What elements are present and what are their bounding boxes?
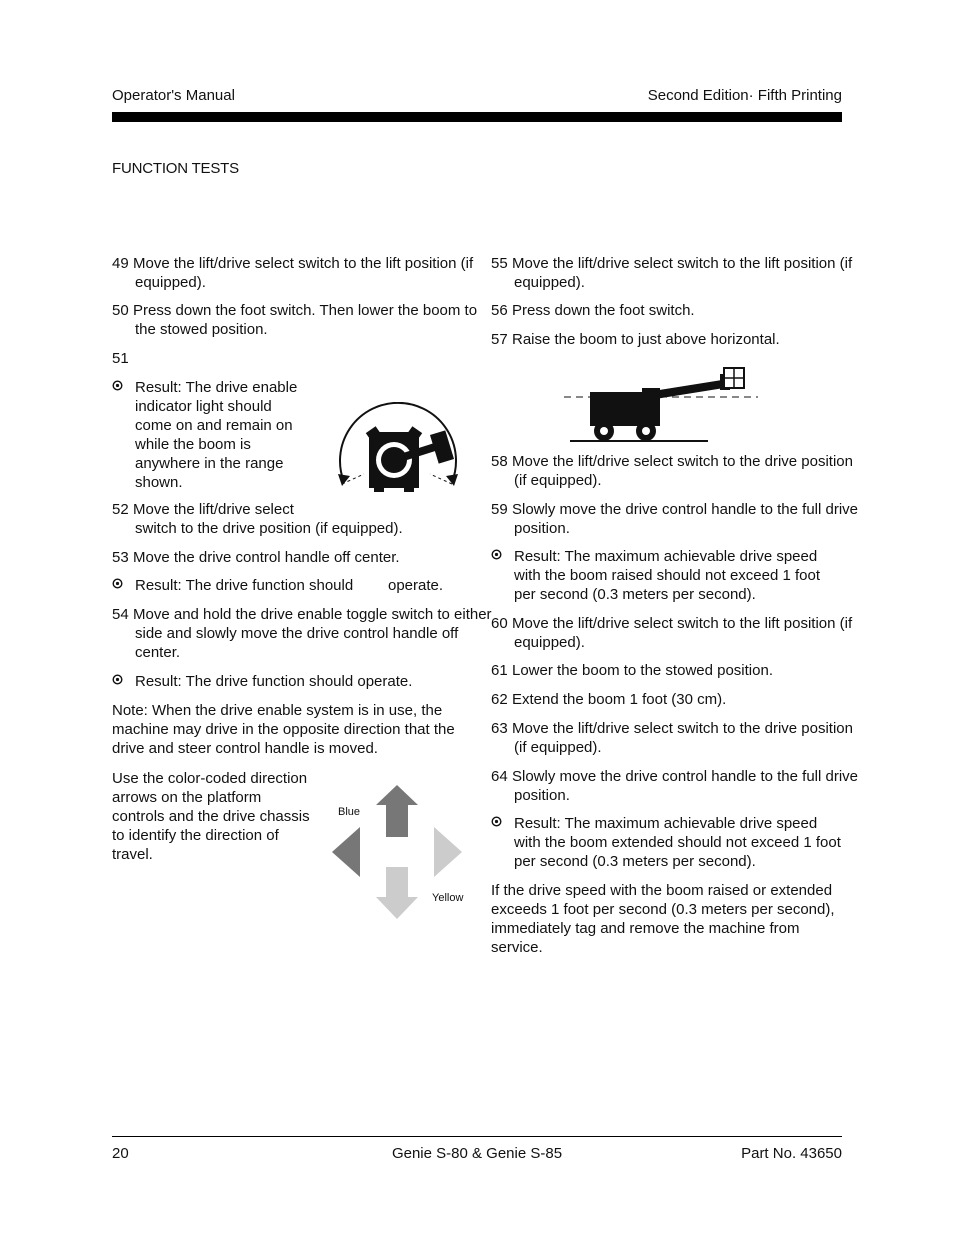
- boom-horizontal-illustration: [562, 362, 762, 446]
- step-text: Move the lift/drive select switch to the lift position (if equipped).: [512, 615, 853, 651]
- arrows-description: Use the color-coded direction arrows on the platform controls and the drive chassis to identify the direction of travel.: [112, 770, 310, 863]
- footer-title: Genie S-80 & Genie S-85: [391, 1145, 563, 1162]
- note: Note: When the drive enable system is in use, the machine may drive in the opposite direction that the drive and steer control handle is moved.: [112, 702, 455, 757]
- result-53: [112, 576, 475, 595]
- step-number: 50: [112, 302, 129, 319]
- result-icon: [112, 578, 123, 589]
- page-number: 20: [112, 1145, 129, 1162]
- step-54: [112, 605, 495, 662]
- step-text: Move the lift/drive select switch to the drive position (if equipped).: [512, 720, 853, 756]
- step-number: 56: [491, 302, 508, 319]
- step-text: Move the lift/drive select: [133, 501, 294, 518]
- step-58: [491, 452, 866, 490]
- step-text: Raise the boom to just above horizontal.: [512, 331, 780, 348]
- step-text: Slowly move the drive control handle to the full drive position.: [512, 768, 859, 804]
- step-60: [491, 614, 866, 652]
- part-number: Part No. 43650: [741, 1145, 842, 1162]
- header-left: Operator's Manual: [112, 87, 235, 104]
- result-icon: [491, 816, 502, 827]
- header-rule: [112, 112, 842, 122]
- arrow-up-icon: [376, 785, 418, 837]
- step-53: [112, 548, 495, 567]
- step-62: [491, 690, 866, 709]
- result-text: Result: The maximum achievable drive speed with the boom raised should not exceed 1 foot per second (0.3 meters per second).: [514, 548, 821, 603]
- step-number: 61: [491, 662, 508, 679]
- arrow-left-icon: [332, 827, 360, 877]
- step-number: 52: [112, 501, 129, 518]
- arc-arrowhead-left: [338, 474, 350, 486]
- result-51: [112, 378, 310, 492]
- result-text: Result: The drive function should operate.: [135, 673, 413, 690]
- step-text: Slowly move the drive control handle to the full drive position.: [512, 501, 859, 537]
- arc-arrowhead-right: [446, 474, 458, 486]
- arrow-down-icon: [376, 867, 418, 919]
- step-text-continued: switch to the drive position (if equipped).: [135, 520, 403, 537]
- header-right: Second Edition· Fifth Printing: [647, 87, 842, 104]
- step-55: [491, 254, 866, 292]
- footer-rule: [112, 1136, 842, 1137]
- step-number: 60: [491, 615, 508, 632]
- step-text: Move the lift/drive select switch to the drive position (if equipped).: [512, 453, 853, 489]
- result-text: Result: The maximum achievable drive speed with the boom extended should not exceed 1 foot per second (0.3 meters per second).: [514, 815, 841, 870]
- step-text: Move the lift/drive select switch to the lift position (if equipped).: [512, 255, 853, 291]
- result-text: Result: The drive enable indicator light should come on and remain on while the boom is anywhere in the range shown.: [135, 379, 298, 491]
- step-50: [112, 301, 495, 339]
- result-icon: [491, 549, 502, 560]
- step-52: [112, 500, 465, 538]
- step-number: 62: [491, 691, 508, 708]
- result-54: [112, 672, 485, 691]
- step-number: 51: [112, 350, 129, 367]
- step-number: 64: [491, 768, 508, 785]
- result-59: [491, 547, 844, 604]
- step-49: [112, 254, 495, 292]
- step-text: Press down the foot switch. Then lower the boom to the stowed position.: [133, 302, 478, 338]
- step-number: 53: [112, 549, 129, 566]
- step-59: [491, 500, 866, 538]
- step-number: 63: [491, 720, 508, 737]
- closing-paragraph: If the drive speed with the boom raised or extended exceeds 1 foot per second (0.3 meters per second), immediately tag and remove the machine from service.: [491, 882, 835, 956]
- step-57: [491, 330, 866, 349]
- result-icon: [112, 380, 123, 391]
- label-blue: Blue: [338, 806, 361, 818]
- boom-range-illustration: [334, 402, 462, 494]
- step-51: [112, 349, 495, 368]
- step-64: [491, 767, 866, 805]
- arrow-right-icon: [434, 827, 462, 877]
- step-text: Move and hold the drive enable toggle switch to either side and slowly move the drive control handle off center.: [133, 606, 492, 661]
- step-number: 49: [112, 255, 129, 272]
- step-text: Move the lift/drive select switch to the lift position (if equipped).: [133, 255, 474, 291]
- step-text: Move the drive control handle off center.: [133, 549, 400, 566]
- result-64: [491, 814, 844, 871]
- section-title: FUNCTION TESTS: [112, 160, 239, 177]
- step-number: 58: [491, 453, 508, 470]
- label-yellow: Yellow: [432, 892, 464, 904]
- step-63: [491, 719, 866, 757]
- step-text: Lower the boom to the stowed position.: [512, 662, 773, 679]
- step-text: Press down the foot switch.: [512, 302, 695, 319]
- step-text: Extend the boom 1 foot (30 cm).: [512, 691, 727, 708]
- result-text-end: operate.: [388, 577, 444, 594]
- result-icon: [112, 674, 123, 685]
- step-number: 57: [491, 331, 508, 348]
- step-61: [491, 661, 866, 680]
- step-number: 55: [491, 255, 508, 272]
- result-text: Result: The drive function should: [135, 577, 354, 594]
- step-number: 54: [112, 606, 129, 623]
- step-number: 59: [491, 501, 508, 518]
- step-56: [491, 301, 866, 320]
